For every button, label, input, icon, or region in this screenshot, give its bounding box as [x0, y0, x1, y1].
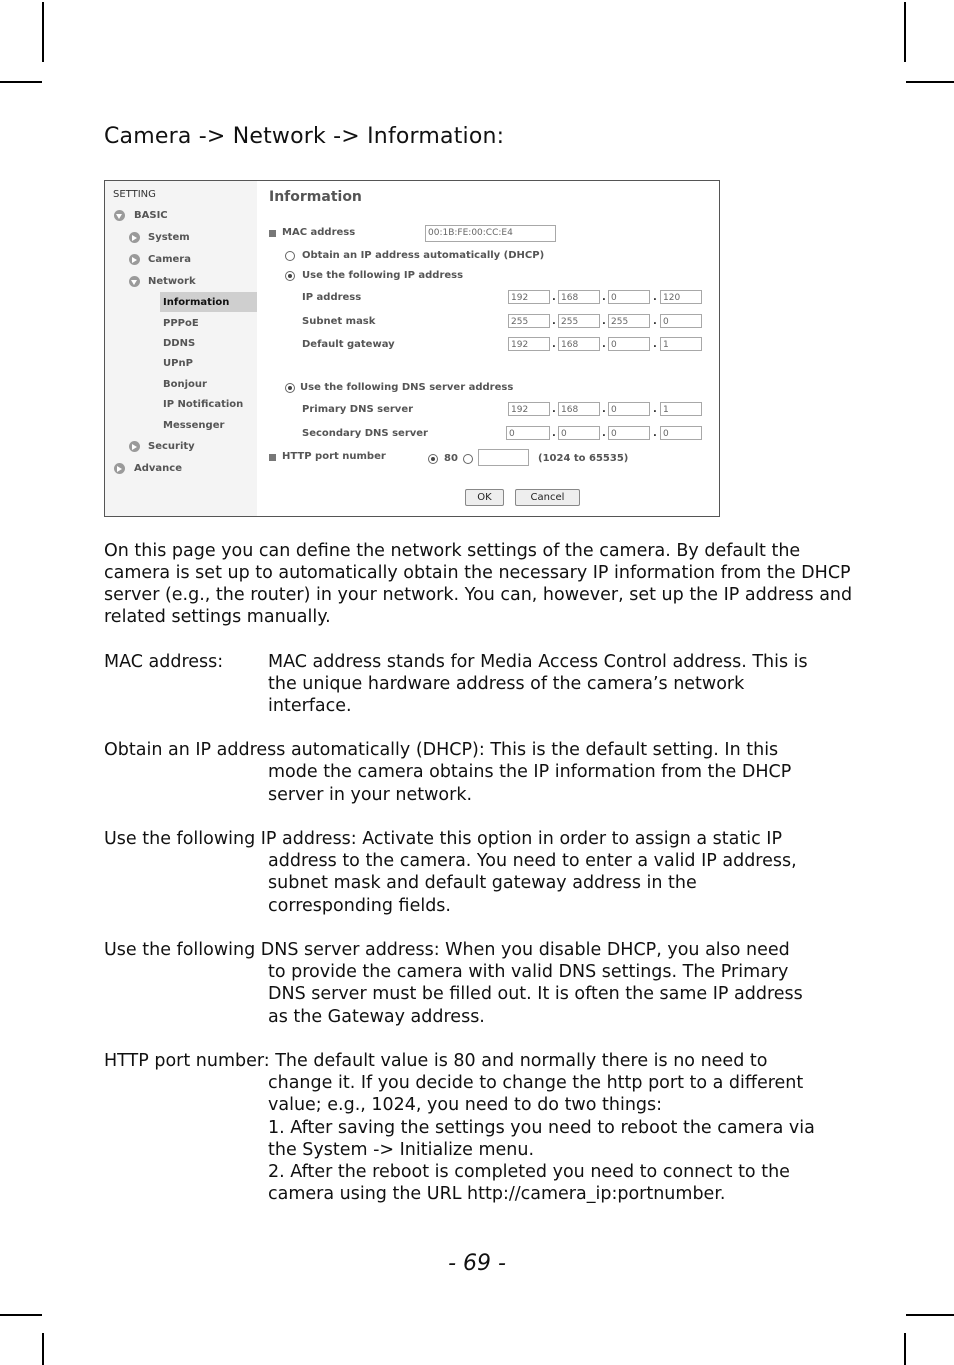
gateway-octet-3[interactable]: 0 — [608, 337, 650, 351]
page-number: - 69 - — [448, 1251, 506, 1276]
mac-label: MAC address — [282, 227, 356, 238]
sidebar-basic[interactable]: BASIC — [134, 210, 168, 221]
cancel-button[interactable]: Cancel — [515, 489, 580, 506]
crop-mark — [42, 1333, 44, 1365]
octet-separator: . — [653, 292, 657, 303]
http-default-value: 80 — [444, 453, 458, 464]
http-custom-radio[interactable] — [463, 454, 473, 464]
static-ip-label: Use the following IP address — [302, 270, 464, 281]
octet-separator: . — [653, 316, 657, 327]
gateway-label: Default gateway — [302, 339, 395, 350]
ip-octet-4[interactable]: 120 — [660, 290, 702, 304]
crop-mark — [42, 2, 44, 62]
subnet-octet-3[interactable]: 255 — [608, 314, 650, 328]
http-default-radio[interactable] — [428, 454, 438, 464]
secondary-dns-label: Secondary DNS server — [302, 428, 428, 439]
octet-separator: . — [653, 404, 657, 415]
crop-mark — [906, 81, 954, 83]
octet-separator: . — [552, 428, 556, 439]
ip-octet-3[interactable]: 0 — [608, 290, 650, 304]
secondary-dns-octet-4[interactable]: 0 — [660, 426, 702, 440]
http-desc-line: camera using the URL http://camera_ip:portnumber. — [268, 1184, 726, 1204]
octet-separator: . — [653, 339, 657, 350]
octet-separator: . — [602, 292, 606, 303]
sidebar-network[interactable]: Network — [148, 276, 196, 287]
crop-mark — [904, 2, 906, 62]
sidebar-pppoe[interactable]: PPPoE — [163, 318, 199, 329]
static-desc-line: subnet mask and default gateway address in the — [268, 873, 697, 893]
http-desc-line: 1. After saving the settings you need to reboot the camera via — [268, 1118, 815, 1138]
octet-separator: . — [653, 428, 657, 439]
gateway-octet-2[interactable]: 168 — [558, 337, 600, 351]
panel-title: Information — [269, 189, 362, 205]
http-port-field[interactable] — [478, 449, 529, 466]
sidebar-system[interactable]: System — [148, 232, 190, 243]
dns-desc-line: to provide the camera with valid DNS settings. The Primary — [268, 962, 789, 982]
dhcp-label: Obtain an IP address automatically (DHCP) — [302, 250, 545, 261]
http-port-range: (1024 to 65535) — [538, 453, 629, 464]
octet-separator: . — [552, 339, 556, 350]
sidebar-security[interactable]: Security — [148, 441, 195, 452]
octet-separator: . — [552, 316, 556, 327]
static-desc-line: address to the camera. You need to enter a valid IP address, — [268, 851, 797, 871]
secondary-dns-octet-3[interactable]: 0 — [608, 426, 650, 440]
primary-dns-octet-2[interactable]: 168 — [558, 402, 600, 416]
subnet-octet-1[interactable]: 255 — [508, 314, 550, 328]
chevron-right-icon — [129, 254, 140, 265]
subnet-octet-2[interactable]: 255 — [558, 314, 600, 328]
octet-separator: . — [602, 316, 606, 327]
primary-dns-label: Primary DNS server — [302, 404, 414, 415]
mac-term: MAC address: — [104, 652, 224, 672]
dhcp-desc-line: server in your network. — [268, 785, 473, 805]
dhcp-desc-first: Obtain an IP address automatically (DHCP): This is the default setting. In this — [104, 740, 779, 760]
mac-address-field[interactable]: 00:1B:FE:00:CC:E4 — [425, 225, 556, 242]
http-desc-line: change it. If you decide to change the http port to a different — [268, 1073, 804, 1093]
sidebar-messenger[interactable]: Messenger — [163, 420, 225, 431]
mac-desc-line: the unique hardware address of the camera’s network — [268, 674, 745, 694]
octet-separator: . — [602, 428, 606, 439]
page-heading: Camera -> Network -> Information: — [104, 124, 505, 149]
http-port-label: HTTP port number — [282, 451, 386, 462]
subnet-octet-4[interactable]: 0 — [660, 314, 702, 328]
ip-octet-1[interactable]: 192 — [508, 290, 550, 304]
octet-separator: . — [552, 404, 556, 415]
dns-desc-line: as the Gateway address. — [268, 1007, 485, 1027]
sidebar-ddns[interactable]: DDNS — [163, 338, 196, 349]
chevron-right-icon — [129, 232, 140, 243]
intro-paragraph: On this page you can define the network settings of the camera. By default the camera is set up to automatically obtain the necessary IP information from the DHCP server (e.g., the router) in your network. You can, however, set up the IP address and related settings manually. — [104, 541, 853, 627]
bullet-icon — [269, 230, 276, 237]
gateway-octet-4[interactable]: 1 — [660, 337, 702, 351]
http-desc-line: 2. After the reboot is completed you need to connect to the — [268, 1162, 790, 1182]
chevron-right-icon — [129, 441, 140, 452]
sidebar-setting: SETTING — [113, 189, 156, 200]
sidebar-upnp[interactable]: UPnP — [163, 358, 193, 369]
settings-sidebar — [105, 181, 257, 516]
sidebar-advance[interactable]: Advance — [134, 463, 182, 474]
dns-desc-first: Use the following DNS server address: When you disable DHCP, you also need — [104, 940, 790, 960]
sidebar-bonjour[interactable]: Bonjour — [163, 379, 207, 390]
sidebar-ip-notification[interactable]: IP Notification — [163, 399, 244, 410]
crop-mark — [0, 1314, 42, 1316]
dns-radio[interactable] — [285, 383, 295, 393]
chevron-right-icon — [114, 463, 125, 474]
static-ip-radio[interactable] — [285, 271, 295, 281]
gateway-octet-1[interactable]: 192 — [508, 337, 550, 351]
octet-separator: . — [602, 339, 606, 350]
sidebar-camera[interactable]: Camera — [148, 254, 191, 265]
dhcp-radio[interactable] — [285, 251, 295, 261]
http-desc-line: the System -> Initialize menu. — [268, 1140, 535, 1160]
http-desc-first: HTTP port number: The default value is 80 and normally there is no need to — [104, 1051, 768, 1071]
mac-desc-line: interface. — [268, 696, 352, 716]
crop-mark — [0, 81, 42, 83]
mac-desc-line: MAC address stands for Media Access Control address. This is — [268, 652, 808, 672]
dns-label: Use the following DNS server address — [300, 382, 514, 393]
chevron-down-icon — [114, 210, 125, 221]
octet-separator: . — [602, 404, 606, 415]
octet-separator: . — [552, 292, 556, 303]
secondary-dns-octet-2[interactable]: 0 — [558, 426, 600, 440]
primary-dns-octet-3[interactable]: 0 — [608, 402, 650, 416]
sidebar-information[interactable]: Information — [163, 297, 230, 308]
static-desc-line: corresponding fields. — [268, 896, 451, 916]
secondary-dns-octet-1[interactable]: 0 — [506, 426, 550, 440]
static-desc-first: Use the following IP address: Activate this option in order to assign a static IP — [104, 829, 783, 849]
subnet-label: Subnet mask — [302, 316, 376, 327]
ip-label: IP address — [302, 292, 362, 303]
dhcp-desc-line: mode the camera obtains the IP information from the DHCP — [268, 762, 792, 782]
primary-dns-octet-4[interactable]: 1 — [660, 402, 702, 416]
primary-dns-octet-1[interactable]: 192 — [508, 402, 550, 416]
ok-button[interactable]: OK — [465, 489, 504, 506]
http-desc-line: value; e.g., 1024, you need to do two things: — [268, 1095, 663, 1115]
crop-mark — [906, 1314, 954, 1316]
dns-desc-line: DNS server must be filled out. It is often the same IP address — [268, 984, 803, 1004]
chevron-down-icon — [129, 276, 140, 287]
crop-mark — [904, 1333, 906, 1365]
ip-octet-2[interactable]: 168 — [558, 290, 600, 304]
settings-screenshot — [104, 180, 720, 517]
bullet-icon — [269, 454, 276, 461]
